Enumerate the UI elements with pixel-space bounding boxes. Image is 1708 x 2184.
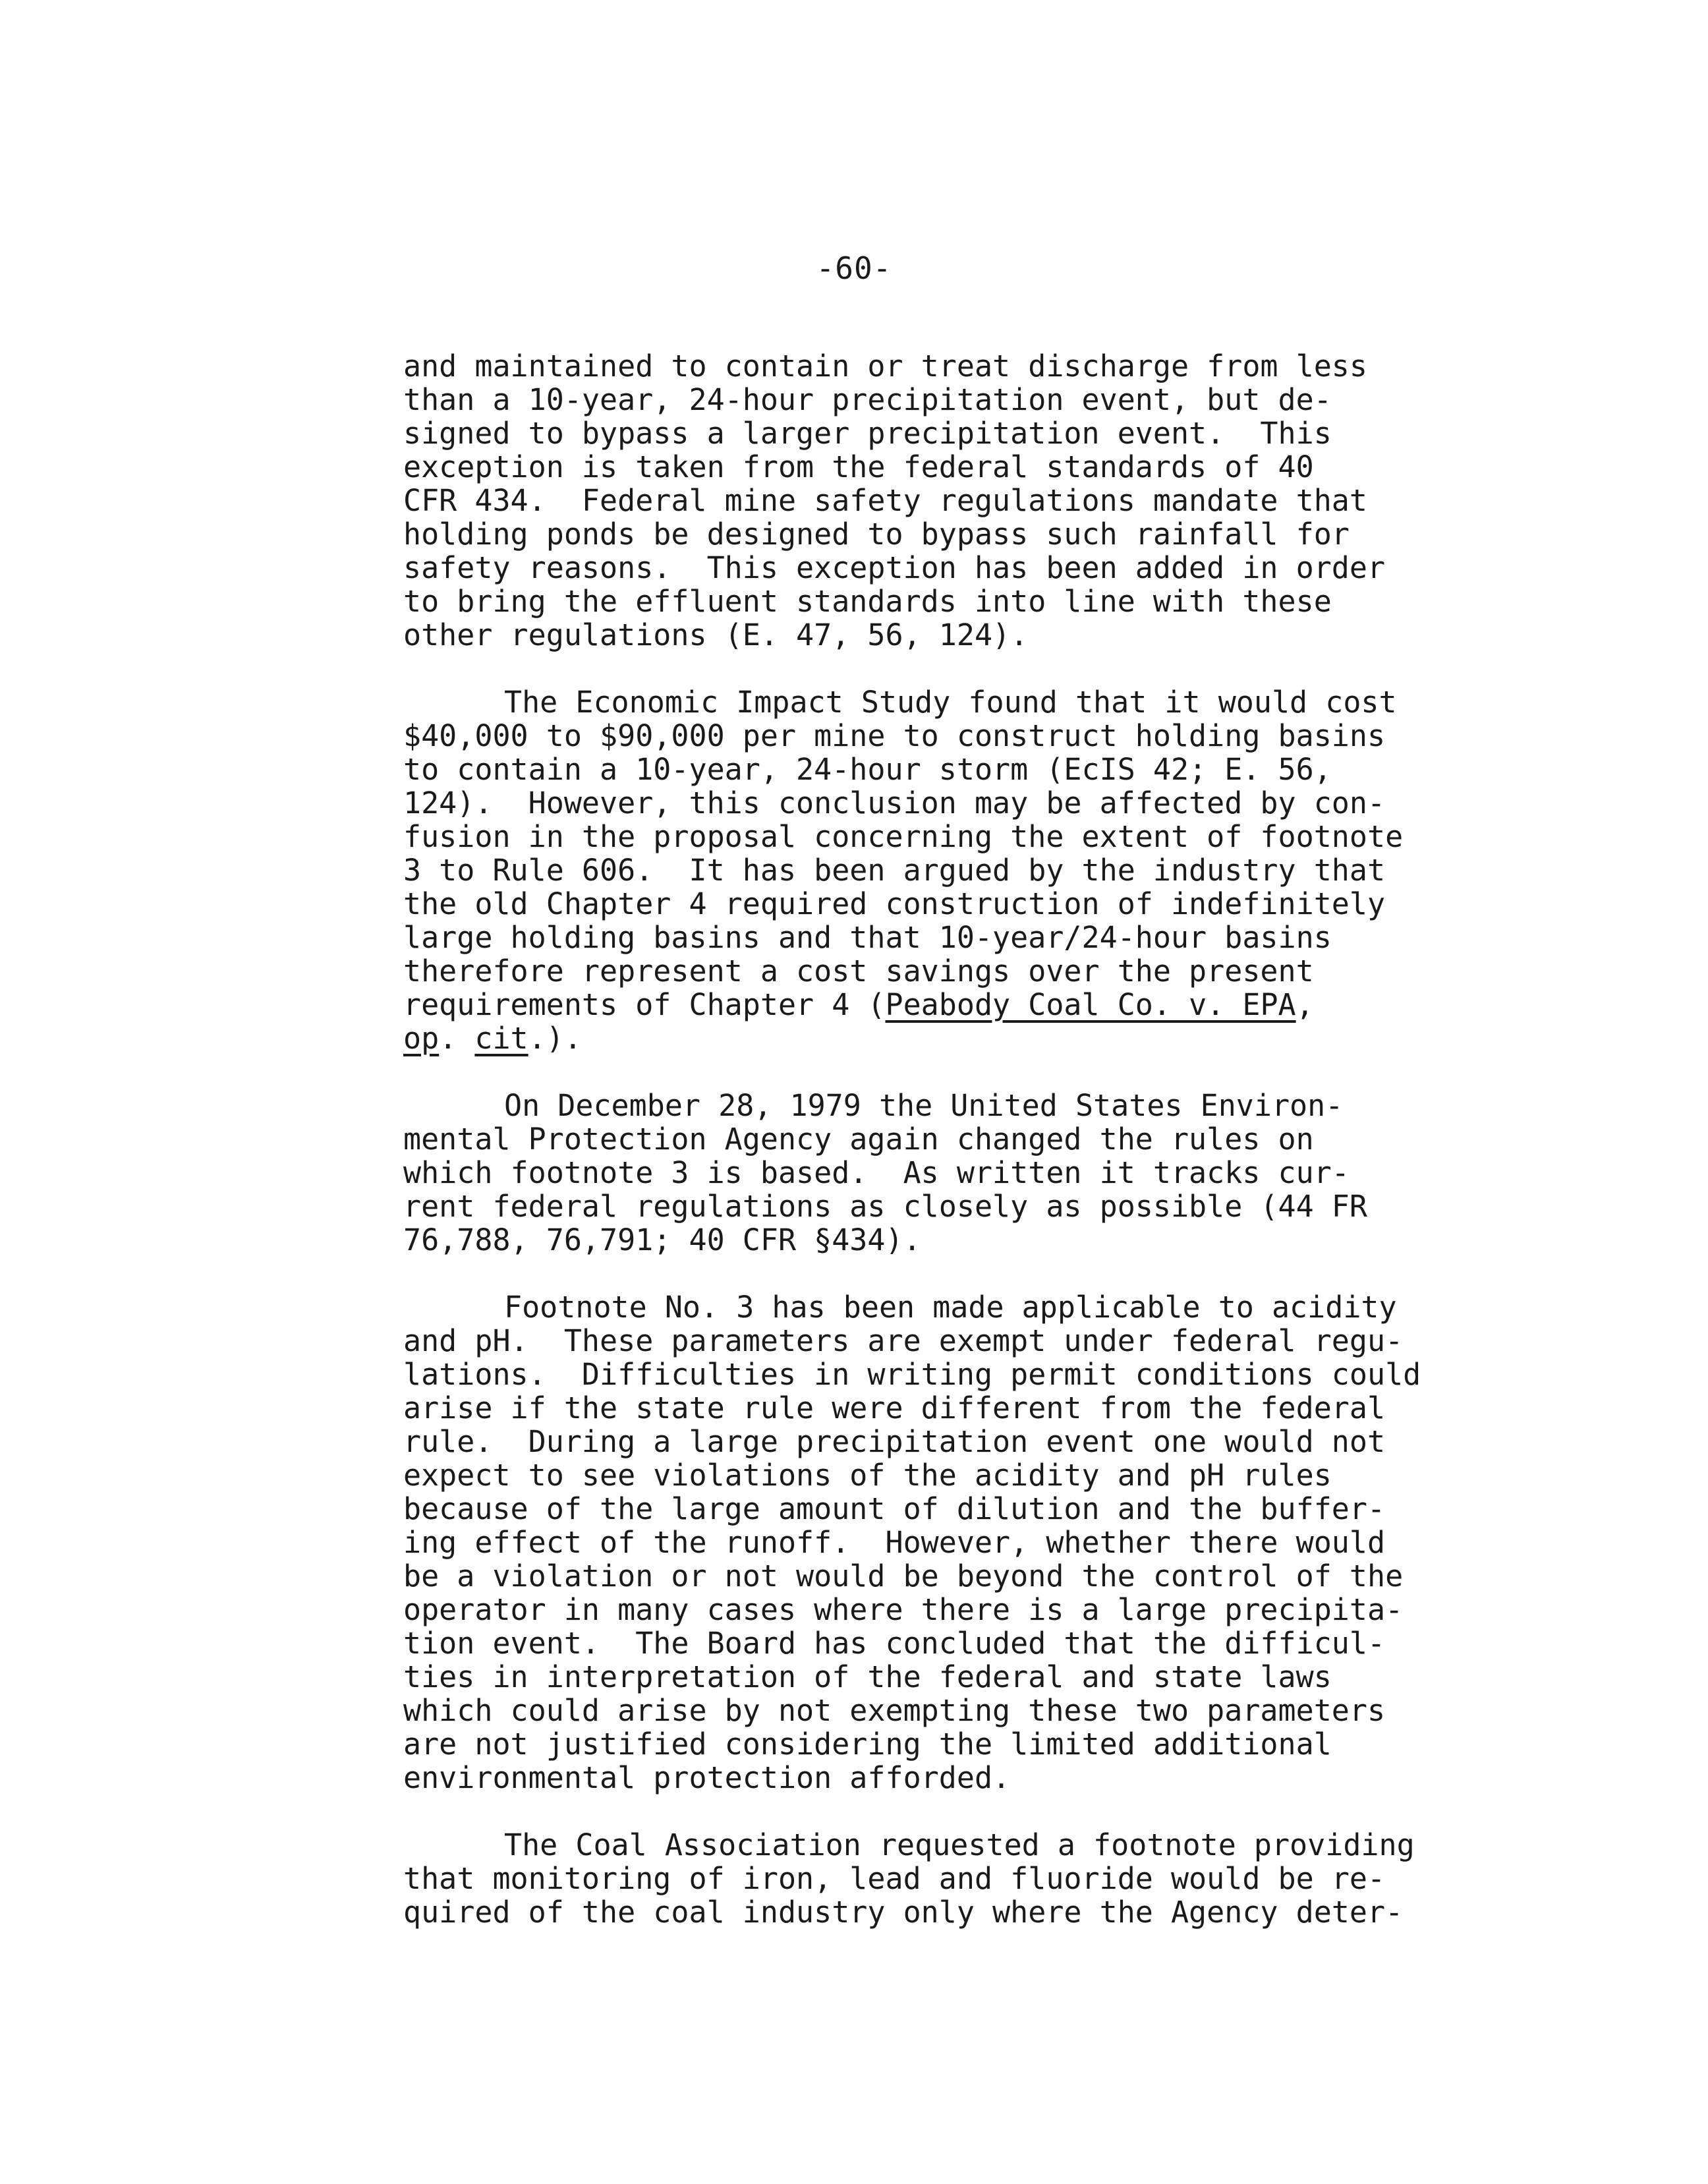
text-segment: requirements of Chapter 4 ( (403, 987, 886, 1022)
text-line: signed to bypass a larger precipitation event. This (403, 416, 1332, 451)
text-line: CFR 434. Federal mine safety regulations mandate that (403, 483, 1367, 518)
text-line: fusion in the proposal concerning the extent of footnote (403, 819, 1404, 854)
text-line: rent federal regulations as closely as possible (44 FR (403, 1189, 1367, 1224)
text-line (403, 1021, 1550, 1055)
text-line: mental Protection Agency again changed the rules on (403, 1122, 1314, 1157)
text-line: environmental protection afforded. (403, 1760, 1011, 1795)
text-line: operator in many cases where there is a large precipita- (403, 1592, 1404, 1627)
text-line: holding ponds be designed to bypass such rainfall for (403, 517, 1350, 552)
text-line: than a 10-year, 24-hour precipitation event, but de- (403, 382, 1332, 417)
text-line: that monitoring of iron, lead and fluoride would be re- (403, 1861, 1386, 1896)
text-line: to contain a 10-year, 24-hour storm (EcIS 42; E. 56, (403, 752, 1332, 787)
text-line: $40,000 to $90,000 per mine to construct holding basins (403, 718, 1386, 753)
citation-op: op (403, 1021, 440, 1056)
text-line: arise if the state rule were different from the federal (403, 1391, 1386, 1425)
paragraph-1 (403, 349, 1550, 652)
text-line: 3 to Rule 606. It has been argued by the industry that (403, 853, 1386, 888)
text-line: the old Chapter 4 required construction of indefinitely (403, 886, 1386, 921)
text-line: large holding basins and that 10-year/24-hour basins (403, 920, 1332, 955)
text-line: Footnote No. 3 has been made applicable to acidity (504, 1290, 1397, 1325)
case-citation: Peabody Coal Co. v. EPA (885, 987, 1296, 1022)
text-line: are not justified considering the limited additional (403, 1727, 1332, 1762)
text-line: and pH. These parameters are exempt under federal regu- (403, 1323, 1404, 1358)
text-line: expect to see violations of the acidity and pH rules (403, 1458, 1332, 1493)
paragraph-2 (403, 685, 1550, 1055)
text-line: which footnote 3 is based. As written it tracks cur- (403, 1155, 1350, 1190)
text-segment: .). (528, 1021, 582, 1056)
text-line: quired of the coal industry only where the Agency deter- (403, 1895, 1404, 1930)
citation-cit: cit (474, 1021, 528, 1056)
text-line: other regulations (E. 47, 56, 124). (403, 618, 1029, 652)
text-line: lations. Difficulties in writing permit conditions could (403, 1357, 1421, 1392)
text-segment: . (439, 1021, 457, 1056)
body-text (403, 349, 1550, 1963)
text-line: and maintained to contain or treat discharge from less (403, 349, 1367, 384)
text-line: rule. During a large precipitation event one would not (403, 1424, 1386, 1459)
text-line: On December 28, 1979 the United States Environ- (504, 1088, 1344, 1123)
text-segment: , (1295, 987, 1314, 1022)
text-line: 76,788, 76,791; 40 CFR §434). (403, 1222, 921, 1257)
text-line: safety reasons. This exception has been added in order (403, 550, 1386, 585)
text-line: be a violation or not would be beyond the control of the (403, 1559, 1404, 1594)
text-line: The Economic Impact Study found that it would cost (504, 685, 1397, 720)
page-number: -60- (816, 250, 892, 286)
text-line: exception is taken from the federal standards of 40 (403, 449, 1314, 484)
text-line: which could arise by not exempting these two parameters (403, 1693, 1386, 1728)
text-line: therefore represent a cost savings over the present (403, 954, 1314, 989)
text-line: tion event. The Board has concluded that the difficul- (403, 1626, 1386, 1661)
text-line: to bring the effluent standards into line with these (403, 584, 1332, 619)
text-line: because of the large amount of dilution and the buffer- (403, 1491, 1386, 1526)
text-line (403, 988, 1550, 1021)
text-line: 124). However, this conclusion may be affected by con- (403, 786, 1386, 820)
text-line: The Coal Association requested a footnote providing (504, 1827, 1415, 1862)
paragraph-3 (403, 1089, 1550, 1257)
text-line: ties in interpretation of the federal and state laws (403, 1659, 1332, 1694)
paragraph-4 (403, 1290, 1550, 1795)
paragraph-5 (403, 1828, 1550, 1929)
text-line: ing effect of the runoff. However, whether there would (403, 1525, 1386, 1560)
